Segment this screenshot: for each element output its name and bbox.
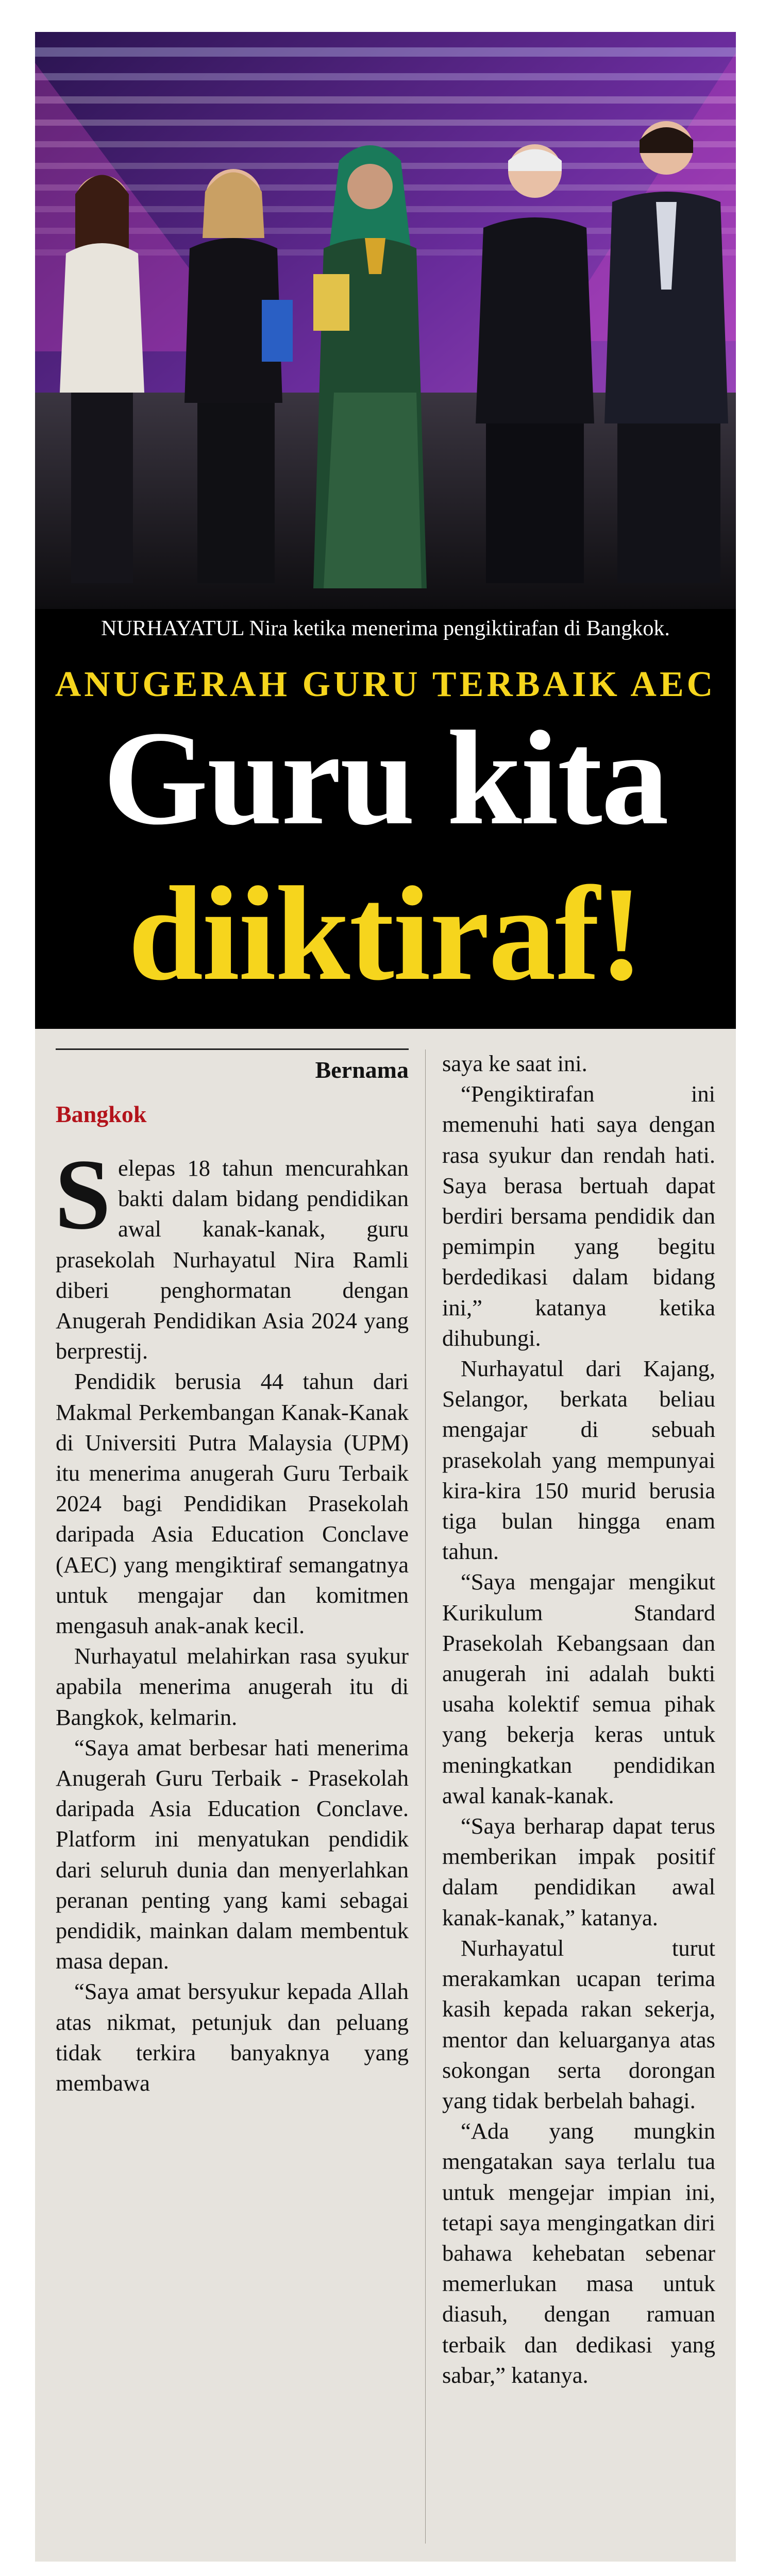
paragraph: “Pengiktirafan ini memenuhi hati saya dengan rasa syukur dan rendah hati. Saya berasa bertuah dapat berdiri bersama pendidik dan pemimpin yang begitu berdedikasi dalam bidang ini,” katanya ketika dihubungi.	[442, 1081, 715, 1351]
paragraph: Pendidik berusia 44 tahun dari Makmal Perkembangan Kanak-Kanak di Universiti Putra Malaysia (UPM) itu menerima anugerah Guru Terbaik 2024 bagi Pendidikan Prasekolah daripada Asia Education Conclave (AEC) yang mengiktiraf semangatnya untuk mengajar dan komitmen mengasuh anak-anak kecil.	[56, 1368, 409, 1639]
award-ceremony-image	[35, 32, 736, 609]
article-body	[35, 1029, 736, 2562]
column-divider	[425, 1049, 426, 2544]
paragraph: “Ada yang mungkin mengatakan saya terlalu tua untuk mengejar impian ini, tetapi saya mengingatkan diri bahawa kehebatan sebenar memerlukan masa untuk diasuh, dengan ramuan terbaik dan dedikasi yang sabar,” katanya.	[442, 2118, 715, 2388]
drop-cap: S	[55, 1139, 111, 1250]
article-column-right	[442, 1048, 715, 2391]
paragraph: Nurhayatul turut merakamkan ucapan terima kasih kepada rakan sekerja, mentor dan keluarganya atas sokongan serta dorongan yang tidak berbelah bahagi.	[442, 1935, 715, 2113]
lead-text: elepas 18 tahun mencurahkan bakti dalam bidang pendidikan awal kanak-kanak, guru prasekolah Nurhayatul Nira Ramli diberi penghormatan dengan Anugerah Pendidikan Asia 2024 yang berprestij.	[56, 1155, 409, 1364]
byline-rule	[56, 1048, 409, 1050]
byline: Bernama	[315, 1057, 409, 1083]
headline-line-1: Guru kita	[103, 703, 668, 853]
headline-kicker: ANUGERAH GURU TERBAIK AEC	[55, 665, 716, 704]
paragraph: “Saya amat bersyukur kepada Allah atas nikmat, petunjuk dan peluang tidak terkira banyaknya yang membawa	[56, 1978, 409, 2096]
headline-line-2: diiktiraf!	[128, 859, 643, 1008]
paragraph: “Saya mengajar mengikut Kurikulum Standard Prasekolah Kebangsaan dan anugerah ini adalah bukti usaha kolektif semua pihak yang bekerja keras untuk meningkatkan pendidikan awal kanak-kanak.	[442, 1569, 715, 1808]
article-column-left	[56, 1048, 409, 2098]
paragraph: “Saya amat berbesar hati menerima Anugerah Guru Terbaik - Prasekolah daripada Asia Education Conclave. Platform ini menyatukan pendidik dari seluruh dunia dan menyerlahkan peranan penting yang kami sebagai pendidik, mainkan dalam membentuk masa depan.	[56, 1734, 409, 1974]
headline-panel	[35, 32, 736, 1029]
paragraph: Nurhayatul dari Kajang, Selangor, berkata beliau mengajar di sebuah prasekolah yang mempunyai kira-kira 150 murid berusia tiga bulan hingga enam tahun.	[442, 1355, 715, 1565]
award-photo	[35, 32, 736, 609]
paragraph: Nurhayatul melahirkan rasa syukur apabila menerima anugerah itu di Bangkok, kelmarin.	[56, 1643, 409, 1730]
photo-caption: NURHAYATUL Nira ketika menerima pengiktirafan di Bangkok.	[101, 617, 670, 640]
paragraph: “Saya berharap dapat terus memberikan impak positif dalam pendidikan awal kanak-kanak,” katanya.	[442, 1813, 715, 1930]
paragraph-continuation: saya ke saat ini.	[442, 1050, 587, 1076]
lead-paragraph	[55, 1139, 409, 1366]
dateline: Bangkok	[56, 1101, 147, 1127]
